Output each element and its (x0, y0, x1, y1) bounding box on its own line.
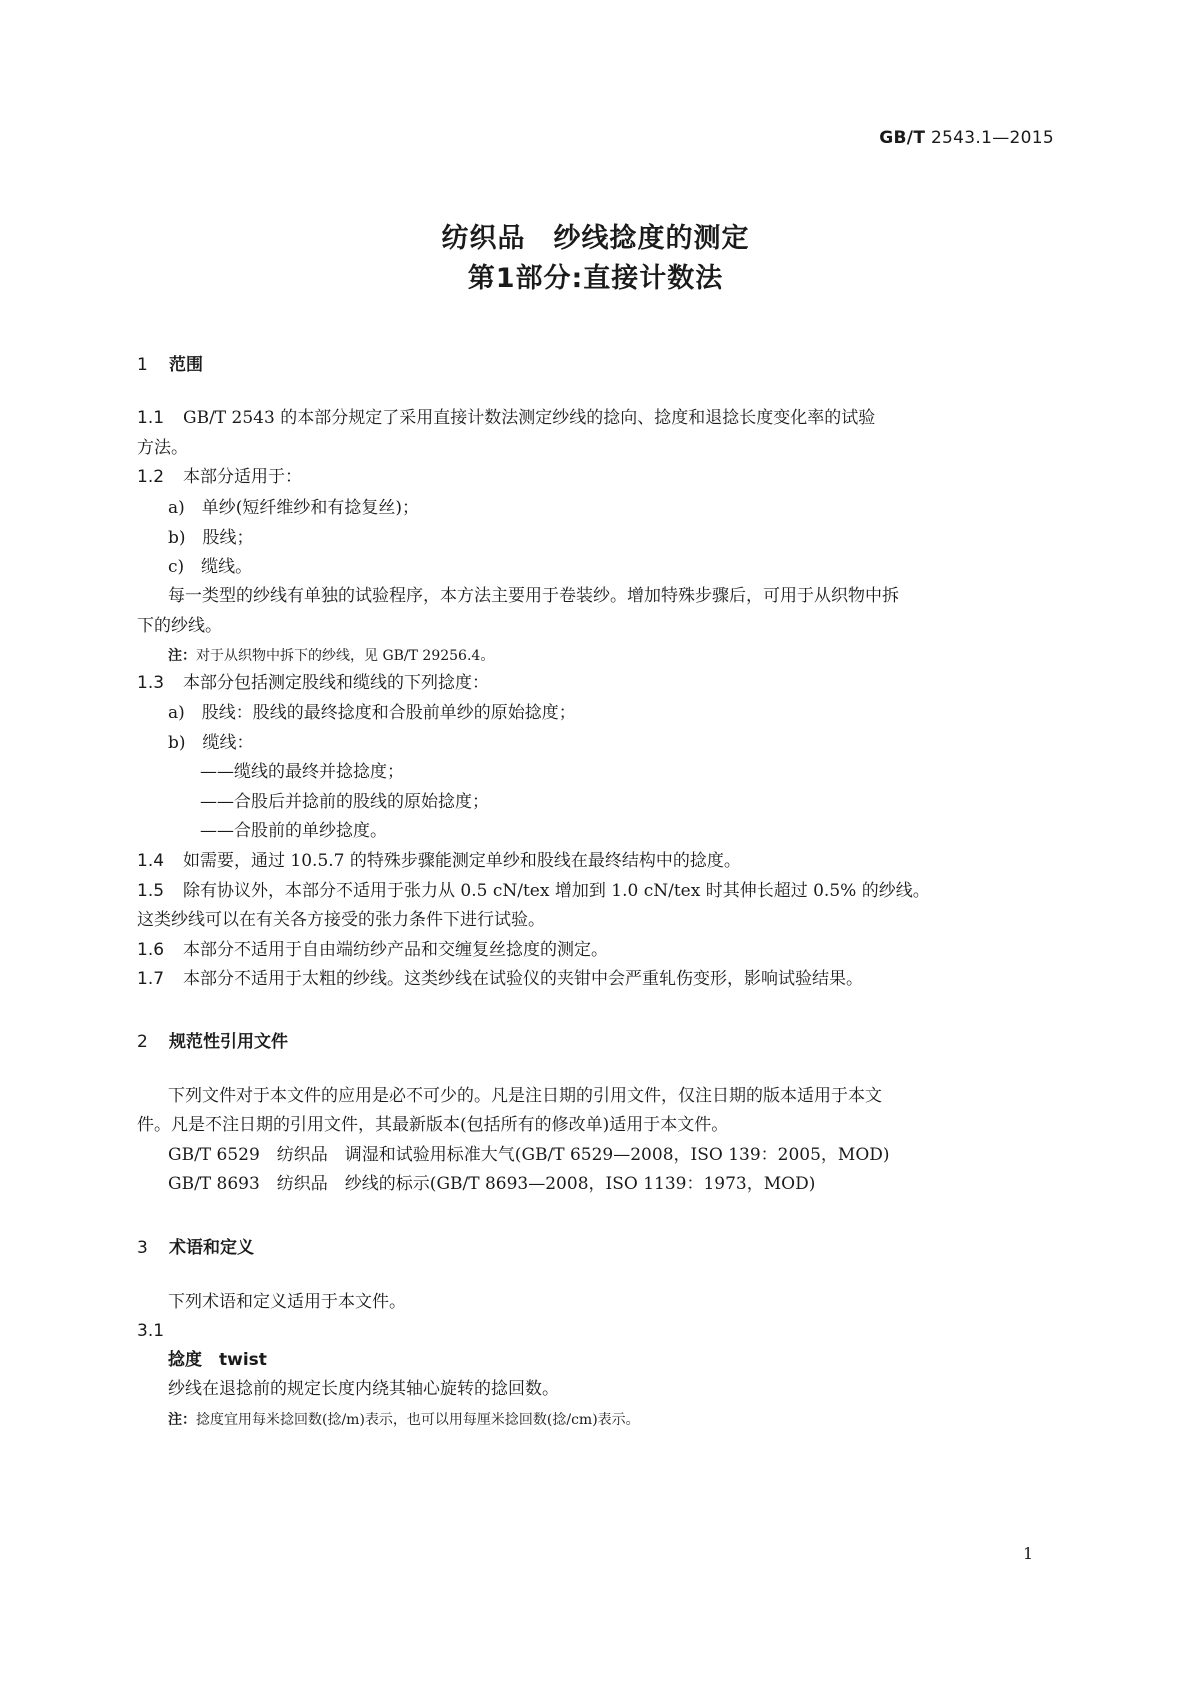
document-title-line-1: 纺织品 纱线捻度的测定 (441, 223, 750, 254)
clause-1-1-cont: 方法。 (137, 438, 188, 458)
clause-1-3: 1.3 本部分包括测定股线和缆线的下列捻度： (137, 673, 489, 693)
paragraph: 下列文件对于本文件的应用是必不可少的。凡是注日期的引用文件，仅注日期的版本适用于本文 (168, 1086, 882, 1106)
paragraph: 每一类型的纱线有单独的试验程序，本方法主要用于卷装纱。增加特殊步骤后，可用于从织物中拆 (168, 586, 899, 606)
clause-1-2: 1.2 本部分适用于： (137, 467, 302, 487)
paragraph-cont: 件。凡是不注日期的引用文件，其最新版本(包括所有的修改单)适用于本文件。 (137, 1115, 729, 1135)
paragraph: 下列术语和定义适用于本文件。 (168, 1292, 406, 1312)
note: 注：捻度宜用每米捻回数(捻/m)表示，也可以用每厘米捻回数(捻/cm)表示。 (168, 1412, 640, 1428)
note: 注：对于从织物中拆下的纱线，见 GB/T 29256.4。 (168, 648, 495, 664)
clause-1-6: 1.6 本部分不适用于自由端纺纱产品和交缠复丝捻度的测定。 (137, 940, 608, 960)
clause-1-5-cont: 这类纱线可以在有关各方接受的张力条件下进行试验。 (137, 910, 545, 930)
clause-1-7: 1.7 本部分不适用于太粗的纱线。这类纱线在试验仪的夹钳中会严重轧伤变形，影响试验结果。 (137, 969, 863, 989)
dash-item: ——合股前的单纱捻度。 (200, 821, 387, 841)
standard-number: GB/T 2543.1—2015 (879, 128, 1054, 148)
term-definition: 纱线在退捻前的规定长度内绕其轴心旋转的捻回数。 (168, 1379, 559, 1399)
document-title-line-2: 第1部分:直接计数法 (467, 263, 724, 294)
reference-item: GB/T 6529 纺织品 调湿和试验用标准大气(GB/T 6529—2008，ISO 139：2005，MOD) (168, 1145, 890, 1165)
list-item-a: a) 股线：股线的最终捻度和合股前单纱的原始捻度； (168, 703, 576, 723)
reference-item: GB/T 8693 纺织品 纱线的标示(GB/T 8693—2008，ISO 1139：1973，MOD) (168, 1174, 816, 1194)
dash-item: ——合股后并捻前的股线的原始捻度； (200, 792, 489, 812)
section-3-heading: 3 术语和定义 (137, 1238, 254, 1258)
dash-item: ——缆线的最终并捻捻度； (200, 762, 404, 782)
list-item-b: b) 股线； (168, 528, 254, 548)
section-1-heading: 1 范围 (137, 355, 203, 375)
section-2-heading: 2 规范性引用文件 (137, 1032, 288, 1052)
paragraph-cont: 下的纱线。 (137, 616, 222, 636)
page-number: 1 (1023, 1544, 1034, 1563)
list-item-b: b) 缆线： (168, 733, 254, 753)
term-heading: 捻度 twist (168, 1350, 267, 1370)
clause-1-1: 1.1 GB/T 2543 的本部分规定了采用直接计数法测定纱线的捻向、捻度和退捻长度变化率的试验 (137, 408, 876, 428)
clause-1-5: 1.5 除有协议外，本部分不适用于张力从 0.5 cN/tex 增加到 1.0 cN/tex 时其伸长超过 0.5% 的纱线。 (137, 881, 930, 901)
clause-1-4: 1.4 如需要，通过 10.5.7 的特殊步骤能测定单纱和股线在最终结构中的捻度。 (137, 851, 741, 871)
list-item-a: a) 单纱(短纤维纱和有捻复丝)； (168, 498, 420, 518)
list-item-c: c) 缆线。 (168, 557, 253, 577)
clause-3-1: 3.1 (137, 1321, 165, 1341)
